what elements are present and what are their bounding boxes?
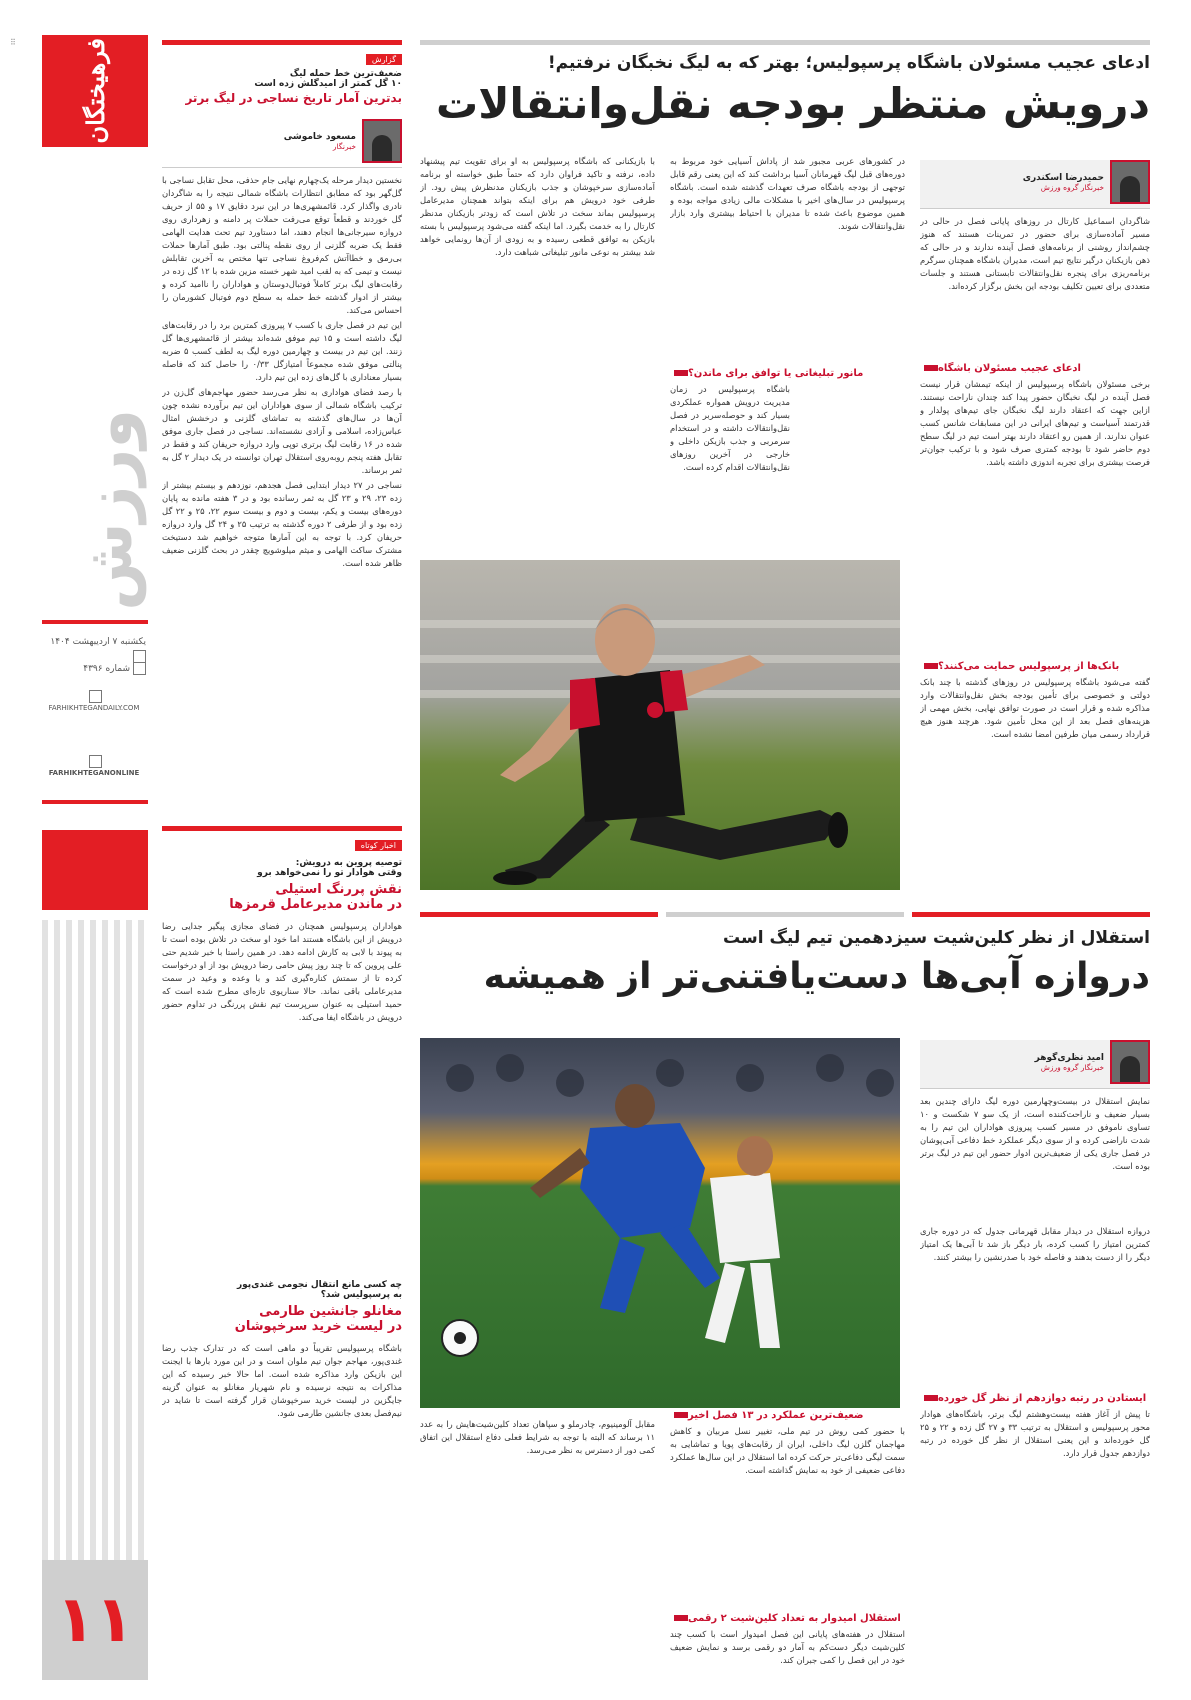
brief-body-2 <box>162 1342 402 1632</box>
brief-kicker-2: وقتی هوادار تو را نمی‌خواهد برو <box>257 868 402 878</box>
calendar-icon <box>133 650 146 663</box>
globe-icon <box>89 690 102 703</box>
paragraph: باشگاه پرسپولیس در زمان مدیریت درویش همواره عملکردی بسیار کند و حوصله‌سربر در فصل نقل‌وانتقالات داشته و در استخدام سرمربی و جذب بازیکن داخلی و خارجی در آخرین روزهای نقل‌وانتقالات اقدام کرده است. <box>670 384 790 473</box>
author-avatar <box>1110 1040 1150 1084</box>
story1-rule <box>420 40 1150 45</box>
story2-kicker: استقلال از نظر کلین‌شیت سیزدهمین تیم لیگ است <box>723 928 1150 948</box>
author-role: خبرنگار گروه ورزش <box>1040 182 1104 192</box>
brief-headline-3: مغانلو جانشین طارمی <box>259 1304 402 1319</box>
sidebar-red-block <box>42 830 148 910</box>
page-number: ۱۱ <box>55 1583 135 1657</box>
story1-subhead-2: بانک‌ها از پرسپولیس حمایت می‌کنند؟ <box>920 661 1150 672</box>
instagram-icon <box>89 755 102 768</box>
story1-body-3 <box>920 676 1150 876</box>
author-role: خبرنگار گروه ورزش <box>1040 1062 1104 1072</box>
page-number-box <box>42 1560 148 1680</box>
paragraph: نخستین دیدار مرحله یک‌چهارم نهایی جام حذفی، محل تقابل نساجی با گل‌گهر بود که مطابق انتظارات باشگاه شمالی نتیجه را به شاگردان نادری واگذار کرد. قائمشهری‌ها در این نبرد دقایق ۱۷ و ۵۵ از حریف گل خوردند و قطعاً توقع می‌رفت حملات پر دامنه و زهرداری روی دروازه سیرجانی‌ها انجام دهند، اما دستاورد تیم تحت هدایت الهامی فقط یک ضربه گلزنی از روی نقطه پنالتی بود. طبق آمارها حملات بی‌رمق و خطاآتش کم‌فروغ نساجی تنها مختص به آخرین تقابلش نیست و تیمی که به لقب امید شهر خسته مزین شده با ۱۲ گل زده در رقابت‌های لیگ برتر کاملاً فوتبال‌دوستان و هواداران را ناامید کرده و بیشتر از ادوار گذشته خط حمله به سطح دوم فوتبال کشورمان را احساس می‌کند. <box>162 175 402 316</box>
story2-col-left <box>420 1418 655 1653</box>
brief-headline-4: در لیست خرید سرخپوشان <box>234 1319 402 1334</box>
masthead-logo <box>42 35 148 147</box>
story1-body <box>920 215 1150 355</box>
story2-body-2 <box>920 1225 1150 1385</box>
story1-author <box>920 160 1150 209</box>
story2-subhead-3: استقلال امیدوار به تعداد کلین‌شیت ۲ رقمی <box>670 1613 905 1624</box>
section-title-text: ورزش <box>73 409 147 611</box>
coach-photo <box>420 560 900 890</box>
website[interactable]: FARHIKHTEGANDAILY.COM <box>42 690 146 714</box>
paragraph: با بازیکنانی که باشگاه پرسپولیس به او برای تقویت تیم پیشنهاد داده، نرفته و تاکید فراوان دارد که حتماً طبق خواسته او برنامه آماده‌سازی سرخپوشان و جذب بازیکنان مدنظرش پیش رود. از طرفی خود درویش هم برای اینکه بتواند همچنان مدیرعامل پرسپولیس بماند سخت در تلاش است که زودتر بازیکنان مدنظر کارتال را به خدمت بگیرد. اما اینکه گفته می‌شود پرسپولیس با بسته بازیکن به توافق قطعی رسیده و به زودی از آن‌ها رونمایی خواهد شد بیشتر به نوعی مانور تبلیغاتی شباهت دارد. <box>420 156 655 258</box>
author-name: مسعود خاموشی <box>283 131 356 142</box>
social-handle[interactable]: FARHIKHTEGANONLINE <box>42 755 146 779</box>
report-kicker: ضعیف‌ترین خط حمله لیگ <box>289 69 402 79</box>
brief-box <box>162 826 402 1632</box>
story2-subhead: ایستادن در رتبه دوازدهم از نظر گل خورده <box>920 1393 1150 1404</box>
brief-kicker-3: چه کسی مانع انتقال نجومی غندی‌پور <box>236 1280 402 1290</box>
report-box <box>162 40 402 814</box>
story2-body-mid-2 <box>670 1628 905 1668</box>
report-author <box>162 119 402 168</box>
story2-header <box>420 928 1150 997</box>
story1-headline: درویش منتظر بودجه نقل‌وانتقالات <box>436 79 1150 128</box>
issue-number: شماره ۴۳۹۶ <box>42 662 146 677</box>
brief-headline: نقش پررنگ استیلی <box>275 882 402 897</box>
story1-body-mid <box>670 155 905 360</box>
story1-col-left <box>420 155 655 555</box>
paragraph: با حضور کمی روش در تیم ملی، تغییر نسل مربیان و کاهش مهاجمان گلزن لیگ داخلی، ایران از رقابت‌های پویا و تماشایی به سمت لیگی دفاعی‌تر حرکت کرده اما استقلال در این سال‌ها عملکرد دفاعی ضعیفی از خود به نمایش گذاشته است. <box>670 1426 905 1476</box>
paragraph: مقابل آلومینیوم، چادرملو و سپاهان تعداد کلین‌شیت‌هایش را به عدد ۱۱ برساند که البته با توجه به شرایط فعلی دفاع استقلال این اتفاق کمی دور از دسترس به نظر می‌رسد. <box>420 1419 655 1456</box>
story2-body <box>920 1095 1150 1225</box>
paragraph: با رصد فضای هواداری به نظر می‌رسد حضور مهاجم‌های گل‌زن در ترکیب باشگاه شمالی از سوی هواداران این تیم برآورده نشده چون آن‌ها در سال‌های گذشته به تماشای گلزنی و درخشش امثال عباس‌زاده، اسلامی و آزادی نشسته‌اند. نساجی در فصل جاری موفق شده در ۱۶ رقابت لیگ برتری توپی وارد دروازه حریفان کند و فقط در تقابل هفته پنجم روبه‌روی استقلال تهران توانسته در یک دیدار ۲ گل به ثمر برساند. <box>162 387 402 476</box>
sidebar-stripes <box>42 920 148 1580</box>
story1-col-mid <box>670 155 905 553</box>
sidebar-divider <box>42 620 148 624</box>
brief-kicker-4: به پرسپولیس شد؟ <box>320 1290 402 1300</box>
match-photo <box>420 1038 900 1408</box>
coach-illustration <box>420 560 900 890</box>
story2-col-right <box>920 1040 1150 1648</box>
story1-body-2 <box>920 378 1150 653</box>
brief-body <box>162 920 402 1270</box>
brief-tag: اخبار کوتاه <box>355 840 402 851</box>
author-avatar <box>1110 160 1150 204</box>
story1-kicker: ادعای عجیب مسئولان باشگاه پرسپولیس؛ بهتر که به لیگ نخبگان نرفتیم! <box>547 53 1150 73</box>
paragraph: تا پیش از آغاز هفته بیست‌وهشتم لیگ برتر، باشگاه‌های هوادار محور پرسپولیس و استقلال به ترتیب ۳۳ و ۲۷ گل زده و ۲۲ و ۲۵ گل خورده‌اند و این یعنی استقلال از نظر گل خورده در رتبه دوازدهم جدول قرار دارد. <box>920 1409 1150 1459</box>
author-name: حمیدرضا اسکندری <box>1022 172 1104 183</box>
story1-col-right <box>920 160 1150 876</box>
issue-date: یکشنبه ۷ اردیبهشت ۱۴۰۴ <box>42 636 146 664</box>
paragraph: شاگردان اسماعیل کارتال در روزهای پایانی فصل در حالی در مسیر آماده‌سازی برای حضور در تمرینات هستند که هنوز چشم‌انداز روشنی از برنامه‌های فصل آینده ندارند و در حالی که ذهن بازیکنان درگیر نتایج تیم است، مدیران باشگاه همچنان سرگرم برنامه‌ریزی برای پنجره نقل‌وانتقالات تابستانی هستند و جلسات متعددی برای تعیین تکلیف بودجه این بخش برگزار کرده‌اند. <box>920 216 1150 292</box>
story2-body-mid <box>670 1425 905 1605</box>
paragraph: برخی مسئولان باشگاه پرسپولیس از اینکه تیمشان قرار نیست فصل آینده در لیگ نخبگان حضور پیدا کند چندان ناراحت نیستند. ازاین جهت که اعتقاد دارند لیگ نخبگان جای تیم‌های پولدار و قدرتمند آسیاست و تیم‌های ایرانی در این مسابقات شانس کسب عنوان ندارند. از همین رو اعتقاد دارند بهتر است تیم در لیگ سطح دوم حاضر شود تا بودجه کمتری صرف شود و با ترکیب جوان‌تر فرصت بیشتری برای تجربه اندوزی داشته باشد. <box>920 379 1150 468</box>
match-illustration <box>420 1038 900 1408</box>
story2-body-left <box>420 1418 655 1653</box>
story1-header <box>420 40 1150 128</box>
paragraph: در کشورهای عربی مجبور شد از پاداش آسیایی خود مربوط به دوره‌های قبل لیگ قهرمانان آسیا برداشت کند که این یعنی رقم قابل توجهی از بودجه باشگاه صرف تعهدات گذشته شده است. باشگاه پرسپولیس در سال‌های اخیر با مشکلات مالی زیادی مواجه بوده و همین موضوع باعث شده تا مدیران با احتیاط بیشتری وارد بازار نقل‌وانتقالات شوند. <box>670 156 905 232</box>
story2-headline: دروازه آبی‌ها دست‌یافتنی‌تر از همیشه <box>483 956 1150 997</box>
author-name: امید نظری‌گوهر <box>1034 1052 1104 1063</box>
story1-subhead-3: مانور تبلیغاتی یا توافق برای ماندن؟ <box>670 368 905 379</box>
report-rule <box>162 40 402 45</box>
paragraph: گفته می‌شود باشگاه پرسپولیس در روزهای گذشته با چند بانک دولتی و خصوصی برای تأمین بودجه بخش نقل‌وانتقالات وارد مذاکره شده و قرار است در صورت توافق نهایی، بخش مهمی از هزینه‌های فصل بعد از این محل تأمین شود. هرچند هنوز هیچ قرارداد رسمی میان طرفین امضا نشده است. <box>920 677 1150 740</box>
story2-rule <box>420 912 1150 917</box>
paragraph: هواداران پرسپولیس همچنان در فضای مجازی پیگیر جدایی رضا درویش از این باشگاه هستند اما خود او سخت در تلاش بوده است تا به پیوند با لابی به کارش ادامه دهد. در همین راستا با خبر شدیم حتی علی پروین که تا چند روز پیش حامی رضا درویش بود از او درخواست کرده تا از سمتش کناره‌گیری کند و با وعده و وعید در سمت مدیرعاملی باقی نماند. حالا سناریوی تازه‌ای مطرح شده است که حمید استیلی به عنوان سرپرست تیم نقش پررنگی در تداوم حضور درویش در باشگاه ایفا می‌کند. <box>162 921 402 1023</box>
paragraph: نساجی در ۲۷ دیدار ابتدایی فصل هجدهم، نوزدهم و بیستم بیشتر از زده ۲۳، ۲۹ و ۲۳ گل به ثمر رسانده بود و در ۳ هفته مانده به پایان دوره‌های بیست و یکم، بیست و دوم و بیست سوم ۲۲، ۲۵ و ۲۲ گل زده بود و از طرفی ۲ دوره گذشته به ترتیب ۲۵ و ۲۴ گل وارد دروازه حریفان کرد. با توجه به این آمارها متوجه خواهیم شد دستیخت مشترک ساکت الهامی و میثم میلوشویچ چقدر در بحث گلزنی ضعیف ظاهر شده است. <box>162 480 402 569</box>
hash-icon <box>133 662 146 675</box>
paragraph: دروازه استقلال در دیدار مقابل قهرمانی جدول که در دوره جاری کمترین امتیاز را کسب کرده، بار دیگر باز شد تا آبی‌ها یک امتیاز دیگر را از دست بدهند و فاصله خود با صدرنشین را بیشتر کنند. <box>920 1226 1150 1263</box>
author-avatar <box>362 119 402 163</box>
story2-subhead-2: ضعیف‌ترین عملکرد در ۱۳ فصل اخیر <box>670 1410 905 1421</box>
author-role: خبرنگار <box>332 141 356 151</box>
story2-col-mid <box>670 1410 905 1668</box>
sidebar-divider <box>42 800 148 804</box>
report-kicker-2: ۱۰ گل کمتر از امیدگلش زده است <box>254 79 402 89</box>
brief-headline-2: در ماندن مدیرعامل قرمزها <box>229 897 402 912</box>
section-title <box>70 260 150 760</box>
corner-mark: ⠿ <box>10 38 16 47</box>
paragraph: باشگاه پرسپولیس تقریباً دو ماهی است که در تدارک جذب رضا غندی‌پور، مهاجم جوان تیم ملوان است و در این مورد بارها با ایجنت این بازیکن وارد مذاکره شده است. اما حالا خبر رسیده که این مذاکرات به نتیجه نرسیده و نام شهریار مغانلو به عنوان گزینه جایگزین در لیست خرید سرخپوشان قرار گرفته است تا شاید در نیم‌فصل بعدی جانشین طارمی شود. <box>162 1343 402 1419</box>
brief-rule <box>162 826 402 831</box>
paragraph: نمایش استقلال در بیست‌وچهارمین دوره لیگ دارای چندین بعد بسیار ضعیف و ناراحت‌کننده است، از یک سو ۷ شکست و ۱۰ تساوی ناموفق در مسیر کسب پیروزی هواداران این تیم را به شدت ناراضی کرده و از سوی دیگر عملکرد خط دفاعی آبی‌پوشان در فصل جاری یکی از ضعیف‌ترین ادوار حضور این تیم در لیگ برتر بوده است. <box>920 1096 1150 1172</box>
story1-body-left <box>420 155 655 555</box>
story2-body-3 <box>920 1408 1150 1648</box>
brief-kicker: توصیه پروین به درویش: <box>295 858 402 868</box>
masthead-name: فرهیختگان <box>80 38 110 144</box>
report-body <box>162 174 402 814</box>
story1-body-mid-2 <box>670 383 790 553</box>
report-headline: بدترین آمار تاریخ نساجی در لیگ برتر <box>185 91 402 105</box>
paragraph: استقلال در هفته‌های پایانی این فصل امیدوار است با کسب چند کلین‌شیت دیگر دست‌کم به آمار دو رقمی برسد و نمایش ضعیف خود در این فصل را کمی جبران کند. <box>670 1629 905 1666</box>
story1-subhead: ادعای عجیب مسئولان باشگاه <box>920 363 1150 374</box>
report-tag: گزارش <box>366 54 402 65</box>
story2-author <box>920 1040 1150 1089</box>
paragraph: این تیم در فصل جاری با کسب ۷ پیروزی کمترین برد را در رقابت‌های لیگ داشته است و ۱۵ تیم موفق شده‌اند بیشتر از قائمشهری‌ها گل زنند. این تیم در بیست و چهارمین دوره لیگ به لطف کسب ۵ ضربه پنالتی موفق شده مجموعاً امتیازگل ۰/۳۳ را حاصل کند که فاصله بسیار معناداری با گل‌های زده این تیم دارد. <box>162 320 402 383</box>
